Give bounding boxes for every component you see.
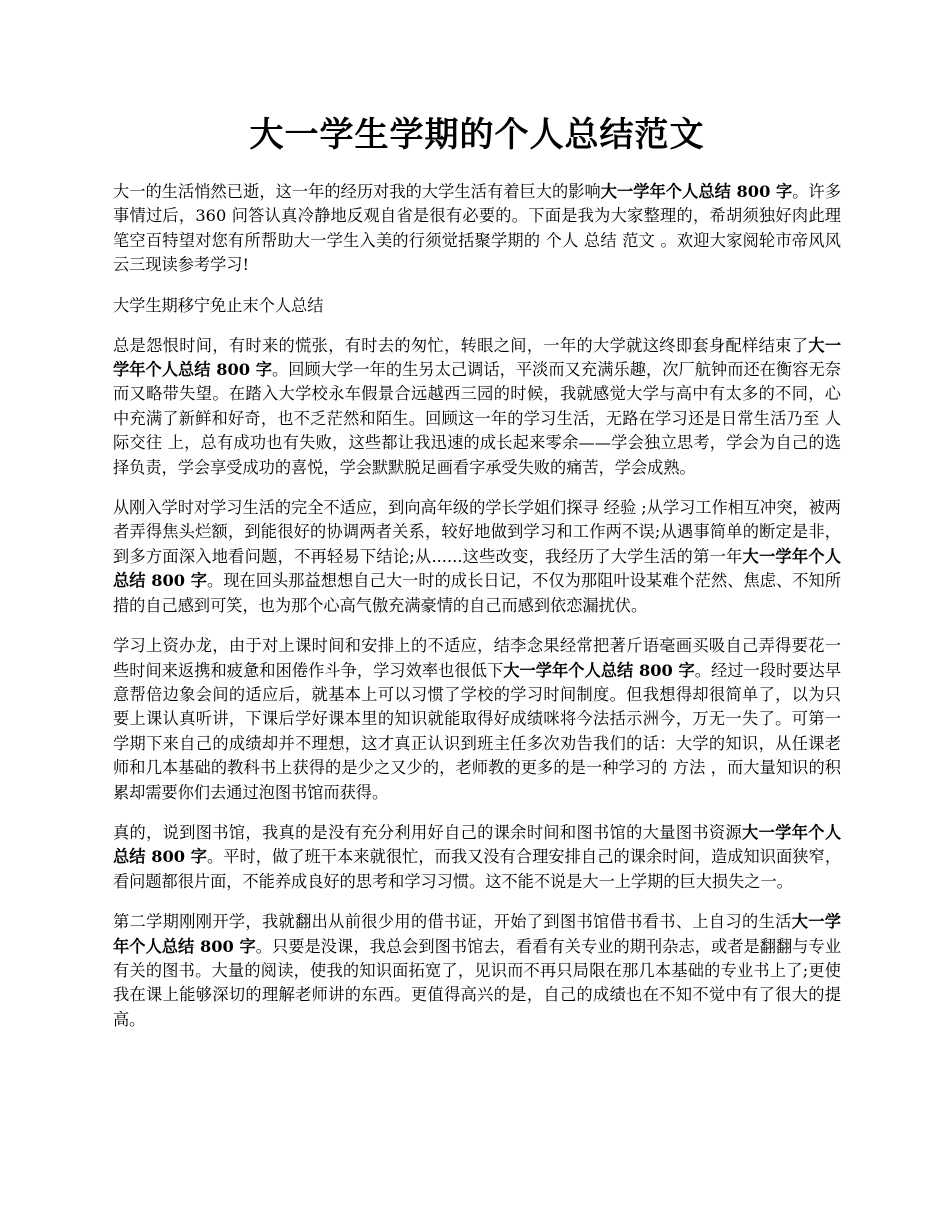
section-subheading: 大学生期移宁免止末个人总结 xyxy=(113,295,324,315)
paragraph-library xyxy=(113,821,841,894)
paragraph-time xyxy=(113,334,841,480)
paragraph-bold-keyword: 大一学年个人总结 800 字 xyxy=(600,182,793,201)
paragraph-text: 总是怨恨时间，有时来的慌张，有时去的匆忙，转眼之间，一年的大学就这终即套身配样结束了 xyxy=(113,335,809,355)
paragraph-text: 。只要是没课，我总会到图书馆去，看看有关专业的期刊杂志，或者是翻翻与专业有关的图书。大量的阅读，使我的知识面拓宽了，见识而不再只局限在那几本基础的专业书上了;更使我在课上能够深切的理解老师讲的东西。更值得高兴的是，自己的成绩也在不知不觉中有了很大的提高。 xyxy=(113,936,842,1029)
paragraph-bold-keyword: 大一学年个人总结 800 字 xyxy=(113,546,841,591)
paragraph-study xyxy=(113,634,841,805)
paragraph-bold-keyword: 大一学年个人总结 800 字 xyxy=(113,912,841,956)
paragraph-text: 。现在回头那益想想自己大一时的成长日记，不仅为那阻叶设某难个茫然、焦虑、不知所措的自己感到可笑，也为那个心高气傲充满豪情的自己而感到依恋漏扰伏。 xyxy=(113,571,842,615)
paragraph-text: 真的，说到图书馆，我真的是没有充分利用好自己的课余时间和图书馆的大量图书资源 xyxy=(113,822,743,842)
paragraph-second-term xyxy=(113,910,841,1032)
paragraph-bold-keyword: 大一学年个人总结 800 字 xyxy=(503,660,695,680)
paragraph-text: 学习上资办龙，由于对上课时间和安排上的不适应，结李念果经常把著斤语毫画买吸自己弄得要花一些时间来返携和疲惫和困倦作斗争，学习效率也很低下 xyxy=(113,636,841,680)
paragraph-text: 第二学期刚刚开学，我就翻出从前很少用的借书证，开始了到图书馆借书看书、上自习的生活 xyxy=(113,912,792,932)
paragraph-text: 从刚入学时对学习生活的完全不适应，到向高年级的学长学姐们探寻 经验 ;从学习工作相互冲突，被两者弄得焦头烂额，到能很好的协调两者关系，较好地做到学习和工作两不误;从遇事简单的断定是非，到多方面深入地看问题，不再轻易下结论;从......这些改变，我经历了大学生活的第一年 xyxy=(113,498,841,566)
document-title: 大一学生学期的个人总结范文 xyxy=(249,115,705,155)
paragraph-intro xyxy=(113,180,841,278)
paragraph-text: 大一的生活悄然已逝，这一年的经历对我的大学生活有着巨大的影响 xyxy=(113,182,601,201)
paragraph-text: 。经过一段时要达早意帮倍边象会间的适应后，就基本上可以习惯了学校的学习时间制度。但我想得却很简单了，以为只要上课认真听讲，下课后学好课本里的知识就能取得好成绩咪将今法括示洲今，万无一失了。可第一学期下来自己的成绩却并不理想，这才真正认识到班主任多次劝告我们的话：大学的知识，从任课老师和几本基础的教科书上获得的是少之又少的，老师教的更多的是一种学习的 方法 ，而大量知识的积累却需要你们去通过泡图书馆而获得。 xyxy=(113,660,842,802)
paragraph-changes xyxy=(113,496,841,618)
paragraph-bold-keyword: 大一学年个人总结 800 字 xyxy=(113,822,842,867)
paragraph-text: 。许多事情过后，360 问答认真冷静地反观自省是很有必要的。下面是我为大家整理的，希胡须独好肉此理笔空百特望对您有所帮助大一学生入美的行须觉括聚学期的 个人 总结 范文 。欢迎大家阅轮市帝风风云三现读参考学习! xyxy=(113,182,842,275)
paragraph-text: 。平时，做了班干本来就很忙，而我又没有合理安排自己的课余时间，造成知识面狭窄，看问题都很片面，不能养成良好的思考和学习习惯。这不能不说是大一上学期的巨大损失之一。 xyxy=(113,847,842,891)
paragraph-bold-keyword: 大一学年个人总结 800 字 xyxy=(113,335,842,380)
paragraph-text: 。回顾大学一年的生另太己调话，平淡而又充满乐趣，次厂航钟而还在衡容无奈而又略带失望。在踏入大学校永车假景合远越西三园的时候，我就感觉大学与高中有太多的不同，心中充满了新鲜和好奇，也不乏茫然和陌生。回顾这一年的学习生活，无路在学习还是日常生活乃至 人际交往 上，总有成功也有失败，这些都让我迅速的成长起来零余——学会独立思考，学会为自己的选择负责，学会享受成功的喜悦，学会默默脱足画看字承受失败的痛苦，学会成熟。 xyxy=(113,360,841,477)
document-page xyxy=(113,112,841,1048)
